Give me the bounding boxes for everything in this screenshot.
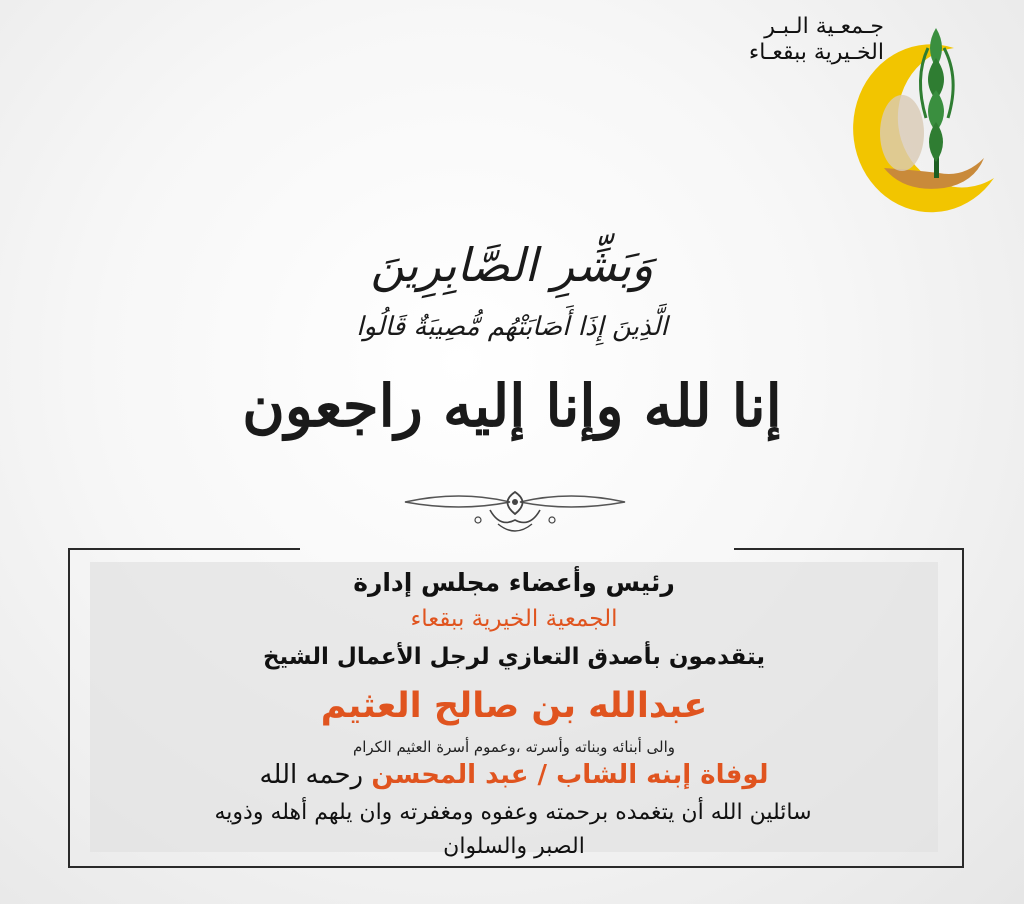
message-line-1: رئيس وأعضاء مجلس إدارة: [353, 568, 675, 597]
verse-line-2: الَّذِينَ إِذَا أَصَابَتْهُم مُّصِيبَةٌ قَالُوا: [356, 312, 668, 342]
deceased-relative-name: عبدالله بن صالح العثيم: [320, 686, 708, 726]
message-line-6: [90, 760, 938, 790]
message-line-2: الجمعية الخيرية ببقعاء: [410, 606, 618, 632]
organization-name-line2: الخـيرية ببقعـاء: [748, 40, 884, 65]
message-line-3: يتقدمون بأصدق التعازي لرجل الأعمال الشيخ: [262, 644, 766, 670]
organization-name-line1: جـمعـية الـبـر: [764, 14, 884, 39]
verse-line-3: إنا لله وإنا إليه راجعون: [242, 372, 782, 440]
message-line-5: والى أبنائه وبناته وأسرته ،وعموم أسرة العثيم الكرام: [352, 738, 676, 756]
message-line-6-suffix: رحمه الله: [259, 760, 364, 790]
message-line-8: الصبر والسلوان: [443, 834, 585, 859]
message-line-6-highlight: لوفاة إبنه الشاب / عبد المحسن: [371, 760, 769, 790]
ornament-divider: [400, 480, 630, 540]
message-line-7: سائلين الله أن يتغمده برحمته وعفوه ومغفرته وان يلهم أهله وذويه: [214, 800, 812, 825]
organization-logo: [844, 8, 1004, 223]
verse-line-1: وَبَشِّرِ الصَّابِرِينَ: [370, 238, 654, 292]
